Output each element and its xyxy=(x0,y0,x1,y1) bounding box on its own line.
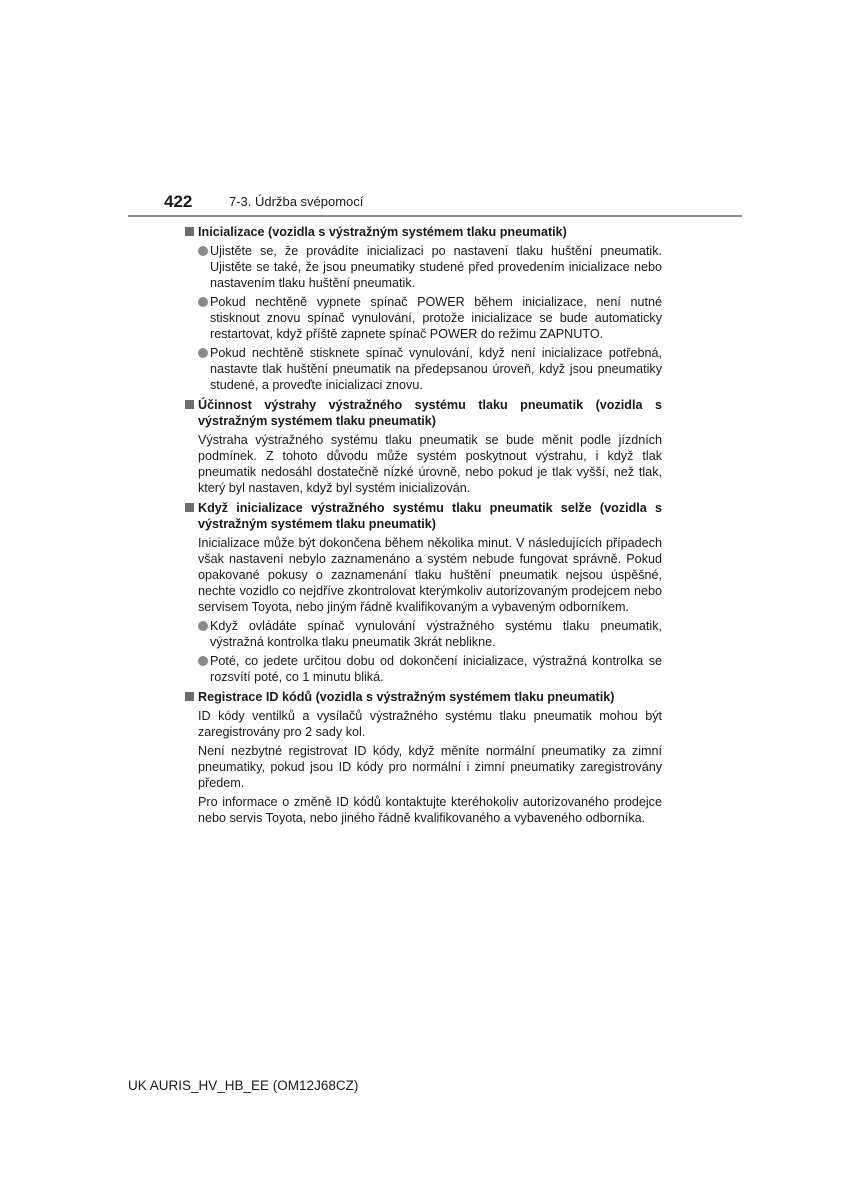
paragraph: Inicializace může být dokončena během několika minut. V následujících případech však nastavení nebylo zaznamenáno a systém nebude fungovat správně. Pokud opakované pokusy o zaznamenání tlaku huštění pneumatik nejsou úspěšné, nechte vozidlo co nejdříve zkontrolovat kterýmkoliv autorizovaným prodejcem nebo servisem Toyota, nebo jiným řádně kvalifikovaným a vybaveným odborníkem. xyxy=(198,536,662,614)
section-title: Když inicializace výstražného systému tlaku pneumatik selže (vozidla s výstražným systémem tlaku pneumatik) xyxy=(185,500,662,532)
round-bullet-icon xyxy=(198,297,208,307)
page-header xyxy=(0,186,848,220)
header-rule xyxy=(128,215,742,217)
round-bullet-icon xyxy=(198,246,208,256)
page-number: 422 xyxy=(164,192,193,211)
bullet-item: Ujistěte se, že provádíte inicializaci po nastavení tlaku huštění pneumatik. Ujistěte se také, že jsou pneumatiky studené před provedením inicializace nebo nastavením tlaku huštění pneumatik. xyxy=(198,243,662,291)
bullet-item: Pokud nechtěně stisknete spínač vynulování, když není inicializace potřebná, nastavte tlak huštění pneumatik na předepsanou úroveň, když jsou pneumatiky studené, a proveďte inicializaci znovu. xyxy=(198,345,662,393)
round-bullet-icon xyxy=(198,656,208,666)
square-bullet-icon xyxy=(185,227,194,236)
chapter-title: 7-3. Údržba svépomocí xyxy=(229,194,364,209)
page-content xyxy=(185,224,662,830)
square-bullet-icon xyxy=(185,692,194,701)
bullet-item: Když ovládáte spínač vynulování výstražného systému tlaku pneumatik, výstražná kontrolka tlaku pneumatik 3krát neblikne. xyxy=(198,618,662,650)
square-bullet-icon xyxy=(185,400,194,409)
round-bullet-icon xyxy=(198,348,208,358)
round-bullet-icon xyxy=(198,621,208,631)
section-title: Inicializace (vozidla s výstražným systémem tlaku pneumatik) xyxy=(185,224,662,240)
section-title: Účinnost výstrahy výstražného systému tlaku pneumatik (vozidla s výstražným systémem tlaku pneumatik) xyxy=(185,397,662,429)
paragraph: Není nezbytné registrovat ID kódy, když měníte normální pneumatiky za zimní pneumatiky, pokud jsou ID kódy pro normální i zimní pneumatiky zaregistrovány předem. xyxy=(198,744,662,790)
bullet-item: Poté, co jedete určitou dobu od dokončení inicializace, výstražná kontrolka se rozsvítí poté, co 1 minutu bliká. xyxy=(198,653,662,685)
section-warning-effectiveness xyxy=(185,397,662,496)
section-id-registration xyxy=(185,689,662,826)
section-initialization-failure xyxy=(185,500,662,685)
paragraph: ID kódy ventilků a vysílačů výstražného systému tlaku pneumatik mohou být zaregistrovány pro 2 sady kol. xyxy=(198,709,662,739)
section-initialization xyxy=(185,224,662,393)
paragraph: Pro informace o změně ID kódů kontaktujte kteréhokoliv autorizovaného prodejce nebo servis Toyota, nebo jiného řádně kvalifikovaného a vybaveného odborníka. xyxy=(198,795,662,825)
square-bullet-icon xyxy=(185,503,194,512)
document-footer: UK AURIS_HV_HB_EE (OM12J68CZ) xyxy=(128,1078,359,1093)
paragraph: Výstraha výstražného systému tlaku pneumatik se bude měnit podle jízdních podmínek. Z tohoto důvodu může systém poskytnout výstrahu, i když tlak pneumatik nedosáhl dostatečně nízké úrovně, nebo pokud je tlak vyšší, než tlak, který byl nastaven, když byl systém inicializován. xyxy=(198,433,662,495)
section-title: Registrace ID kódů (vozidla s výstražným systémem tlaku pneumatik) xyxy=(185,689,662,705)
bullet-item: Pokud nechtěně vypnete spínač POWER během inicializace, není nutné stisknout znovu spínač vynulování, protože inicializace se bude automaticky restartovat, když příště zapnete spínač POWER do režimu ZAPNUTO. xyxy=(198,294,662,342)
